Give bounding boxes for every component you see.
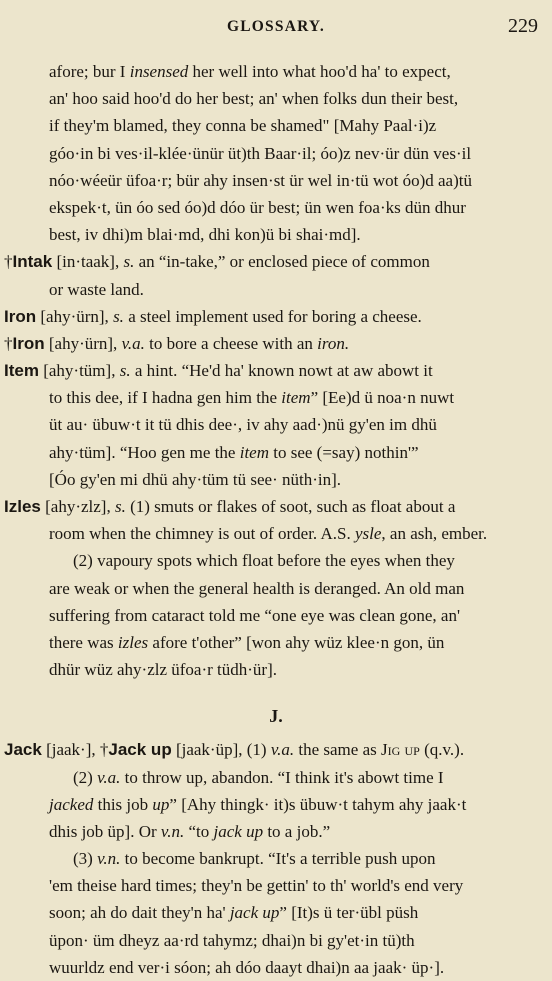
text-line: ekspek·t, ün óo sed óo)d dóo ür best; ün wen foa·ks dün dhur bbox=[49, 197, 466, 217]
dagger-mark: † bbox=[4, 333, 13, 353]
running-title: GLOSSARY. bbox=[227, 18, 325, 35]
text-line: to this dee, if I hadna gen him the item” [Ee)d ü noa·n nuwt bbox=[49, 388, 455, 408]
page-number: 229 bbox=[508, 15, 538, 37]
section-heading: J. bbox=[269, 706, 283, 727]
headword: Iron bbox=[12, 333, 45, 353]
text-line: (2) v.a. to throw up, abandon. “I think it's abowt time I bbox=[73, 767, 444, 787]
cross-reference: Jig up bbox=[380, 740, 420, 760]
definition-text: [ahy·tüm], s. a hint. “He'd ha' known nowt at aw abowt it bbox=[38, 361, 433, 381]
italic-term: jack up bbox=[229, 903, 280, 923]
italic-term: iron. bbox=[317, 333, 350, 353]
definition-text: [ahy·ürn], v.a. to bore a cheese with an iron. bbox=[44, 333, 350, 353]
italic-term: item bbox=[239, 442, 269, 462]
italic-term: v.a. bbox=[270, 740, 295, 760]
italic-term: v.n. bbox=[160, 821, 185, 841]
text-line: (3) v.n. to become bankrupt. “It's a terrible push upon bbox=[73, 849, 436, 869]
text-line: nóo·wéeür üfoa·r; bür ahy insen·st ür wel in·tü wot óo)d aa)tü bbox=[49, 170, 472, 190]
text-line: üt au· übuw·t it tü dhis dee·, iv ahy aad·)nü gy'en im dhü bbox=[49, 415, 437, 435]
entry-iron-noun bbox=[0, 303, 552, 330]
headword: Iron bbox=[4, 306, 37, 326]
text-line: ahy·tüm]. “Hoo gen me the item to see (=say) nothin'” bbox=[49, 442, 419, 462]
text-line: afore; bur I insensed her well into what hoo'd ha' to expect, bbox=[49, 62, 451, 81]
italic-term: s. bbox=[119, 361, 131, 381]
entry-item bbox=[0, 357, 552, 493]
entry-izles bbox=[0, 493, 552, 683]
pronunciation: [jaak·], bbox=[41, 740, 100, 760]
italic-term: s. bbox=[114, 497, 126, 516]
italic-term: v.n. bbox=[97, 849, 121, 869]
italic-term: up bbox=[152, 794, 170, 814]
cross-reference-note: (q.v.). bbox=[419, 740, 465, 760]
headword: Intak bbox=[12, 252, 53, 272]
headword: Jack bbox=[4, 740, 42, 760]
italic-term: s. bbox=[113, 306, 124, 326]
text-line: room when the chimney is out of order. A.S. ysle, an ash, ember. bbox=[49, 524, 488, 544]
italic-term: ysle bbox=[354, 524, 382, 544]
glossary-text bbox=[0, 58, 552, 981]
entry-intak bbox=[0, 248, 552, 302]
text-line: jacked this job up” [Ahy thingk· it)s übuw·t tahym ahy jaak·t bbox=[49, 794, 467, 814]
text-line: suffering from cataract told me “one eye was clean gone, an' bbox=[49, 605, 461, 625]
headword: Izles bbox=[4, 497, 41, 516]
headword: Item bbox=[4, 361, 39, 381]
text-line: (2) vapoury spots which float before the eyes when they bbox=[73, 551, 455, 571]
text-line: an' hoo said hoo'd do her best; an' when folks dun their best, bbox=[49, 89, 459, 109]
text-line: there was izles afore t'other” [won ahy wüz klee·n gon, ün bbox=[49, 632, 445, 652]
dagger-mark: † bbox=[99, 740, 109, 760]
entry-afore-continuation bbox=[0, 58, 552, 248]
definition-text: [ahy·ürn], s. a steel implement used for boring a cheese. bbox=[36, 306, 422, 326]
italic-term: s. bbox=[123, 252, 135, 272]
text-line: soon; ah do dait they'n ha' jack up” [It)s ü ter·übl püsh bbox=[49, 903, 419, 923]
italic-term: jacked bbox=[49, 794, 94, 814]
text-line: wuurldz end ver·i sóon; ah dóo daayt dhai)n aa jaak· üp·]. bbox=[49, 957, 445, 977]
italic-term: insensed bbox=[129, 62, 189, 81]
text-line: are weak or when the general health is deranged. An old man bbox=[49, 578, 465, 598]
italic-term: izles bbox=[117, 632, 149, 652]
definition-text: [jaak·üp], (1) v.a. the same as bbox=[171, 740, 381, 760]
entry-jack bbox=[0, 736, 552, 981]
text-line: góo·in bi ves·il-klée·ünür üt)th Baar·il; óo)z nev·ür dün ves·il bbox=[49, 143, 472, 163]
headword: Jack up bbox=[108, 740, 172, 760]
italic-term: v.a. bbox=[121, 333, 145, 353]
text-line: üpon· üm dheyz aa·rd tahymz; dhai)n bi gy'et·in tü)th bbox=[49, 930, 415, 950]
italic-term: jack up bbox=[213, 821, 264, 841]
text-line: 'em theise hard times; they'n be gettin' to th' world's end very bbox=[49, 876, 464, 896]
text-line: dhis job üp]. Or v.n. “to jack up to a job.” bbox=[49, 821, 331, 841]
entry-iron-verb bbox=[0, 330, 552, 357]
text-line: [Óo gy'en mi dhü ahy·tüm tü see· nüth·in]. bbox=[49, 469, 342, 489]
text-line: or waste land. bbox=[49, 279, 144, 299]
text-line: if they'm blamed, they conna be shamed" [Mahy Paal·i)z bbox=[49, 116, 437, 136]
text-line: dhür wüz ahy·zlz üfoa·r tüdh·ür]. bbox=[49, 660, 277, 680]
text-line: best, iv dhi)m blai·md, dhi kon)ü bi shai·md]. bbox=[49, 225, 361, 245]
definition-text: [in·taak], s. an “in-take,” or enclosed piece of common bbox=[52, 252, 430, 272]
page-header bbox=[0, 15, 552, 38]
dagger-mark: † bbox=[4, 252, 13, 272]
italic-term: item bbox=[281, 388, 311, 408]
italic-term: v.a. bbox=[97, 767, 121, 787]
definition-text: [ahy·zlz], s. (1) smuts or flakes of soot, such as float about a bbox=[40, 497, 456, 516]
